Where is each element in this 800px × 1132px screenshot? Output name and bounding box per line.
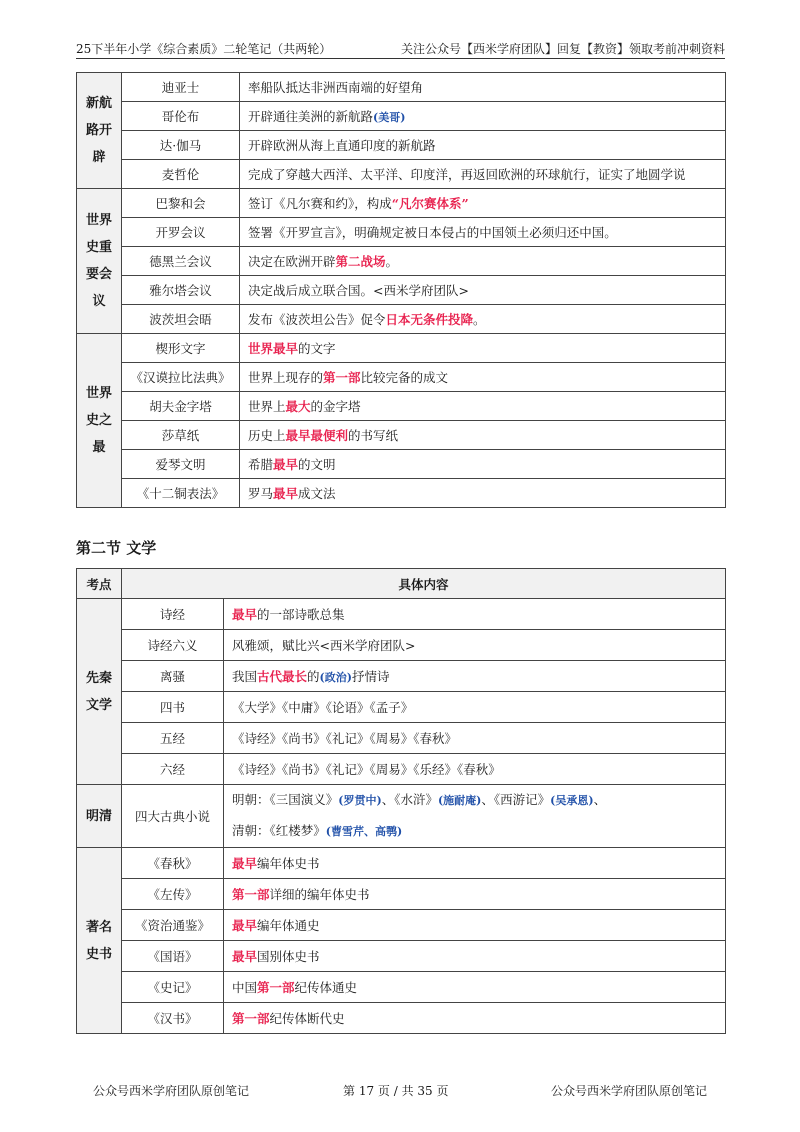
description-cell: [240, 102, 726, 131]
item-cell: 《汉谟拉比法典》: [122, 363, 240, 392]
item-cell: 雅尔塔会议: [122, 276, 240, 305]
description-cell: [240, 189, 726, 218]
table-row: [77, 599, 726, 630]
category-cell: 先秦文学: [77, 599, 122, 785]
item-cell: 五经: [122, 723, 224, 754]
category-cell: 世界史之最: [77, 334, 122, 508]
table-row: [77, 754, 726, 785]
table-row: [77, 73, 726, 102]
item-cell: 胡夫金字塔: [122, 392, 240, 421]
desc-text: 的: [307, 669, 320, 684]
table-row: [77, 661, 726, 692]
note-text: (施耐庵): [437, 794, 482, 807]
desc-text: 详细的编年体史书: [269, 887, 370, 902]
desc-text: 。: [473, 312, 486, 327]
desc-text: 编年体通史: [257, 918, 320, 933]
desc-text: 清朝：《红楼梦》: [232, 823, 326, 838]
item-cell: 诗经: [122, 599, 224, 630]
highlight-text: 第一部: [323, 370, 361, 385]
desc-text: 编年体史书: [257, 856, 320, 871]
header-rule: [76, 58, 725, 59]
description-cell: [240, 392, 726, 421]
footer-left: 公众号西米学府团队原创笔记: [93, 1084, 250, 1098]
item-cell: 诗经六义: [122, 630, 224, 661]
item-cell: 波茨坦会晤: [122, 305, 240, 334]
highlight-text: 最大: [285, 399, 311, 414]
note-text: (曹雪芹、高鹗): [325, 825, 403, 838]
table-row: [77, 479, 726, 508]
item-cell: 莎草纸: [122, 421, 240, 450]
desc-text: 抒情诗: [351, 669, 390, 684]
desc-text: 的金字塔: [310, 399, 361, 414]
desc-text: 世界上现存的: [248, 370, 324, 385]
highlight-text: 第一部: [232, 1011, 270, 1026]
desc-text: 开辟欧洲从海上直通印度的新航路: [248, 138, 436, 153]
table-row: [77, 102, 726, 131]
description-cell: [224, 754, 726, 785]
table-row: [77, 363, 726, 392]
item-cell: 六经: [122, 754, 224, 785]
highlight-text: 第二战场: [335, 254, 386, 269]
footer-right: 公众号西米学府团队原创笔记: [550, 1084, 707, 1098]
description-cell: [224, 630, 726, 661]
desc-text: 。: [385, 254, 399, 269]
description-cell: [240, 218, 726, 247]
table-row: [77, 630, 726, 661]
description-cell: [240, 421, 726, 450]
highlight-text: 最早: [273, 457, 299, 472]
desc-text: 成文法: [298, 486, 336, 501]
description-cell: [224, 1003, 726, 1034]
section-title: 第二节 文学: [76, 539, 157, 557]
table-row: [77, 450, 726, 479]
desc-text: 明朝：《三国演义》: [232, 792, 339, 807]
description-cell: [240, 131, 726, 160]
description-cell: [224, 785, 726, 848]
description-cell: [240, 276, 726, 305]
description-cell: [240, 334, 726, 363]
item-cell: 《史记》: [122, 972, 224, 1003]
category-cell: 著名史书: [77, 848, 122, 1034]
desc-text: 决定在欧洲开辟: [248, 254, 336, 269]
item-cell: 《汉书》: [122, 1003, 224, 1034]
highlight-text: 最早: [273, 486, 299, 501]
item-cell: 巴黎和会: [122, 189, 240, 218]
category-cell: 世界史重要会议: [77, 189, 122, 334]
item-cell: 德黑兰会议: [122, 247, 240, 276]
highlight-text: 古代最长: [257, 669, 308, 684]
item-cell: 《春秋》: [122, 848, 224, 879]
highlight-text: 最早: [232, 856, 258, 871]
desc-text: 、: [593, 792, 607, 807]
note-text: (美哥): [373, 111, 406, 124]
desc-text: 罗马: [248, 486, 274, 501]
desc-text: 、《西游记》: [481, 792, 551, 807]
table-row: [77, 131, 726, 160]
desc-text: 历史上: [248, 428, 286, 443]
desc-text: 签署《开罗宣言》，明确规定被日本侵占的中国领土必须归还中国。: [248, 225, 617, 240]
table-row: [77, 305, 726, 334]
table-row: [77, 785, 726, 848]
page-number: 第 17 页 / 共 35 页: [343, 1084, 449, 1098]
desc-text: 国别体史书: [257, 949, 320, 964]
description-cell: [240, 160, 726, 189]
item-cell: 《十二铜表法》: [122, 479, 240, 508]
description-cell: [224, 848, 726, 879]
description-cell: [240, 479, 726, 508]
desc-text: 《诗经》《尚书》《礼记》《周易》《乐经》《春秋》: [232, 762, 501, 777]
description-cell: [224, 879, 726, 910]
note-text: (罗贯中): [338, 794, 382, 807]
highlight-text: 世界最早: [248, 341, 299, 356]
table-row: [77, 692, 726, 723]
item-cell: 《左传》: [122, 879, 224, 910]
note-text: (吴承恩): [550, 794, 594, 807]
desc-text: 、《水浒》: [381, 792, 438, 807]
table-row: [77, 392, 726, 421]
desc-text: 完成了穿越大西洋、太平洋、印度洋，再返回欧洲的环球航行，证实了地圆学说: [248, 167, 686, 182]
description-cell: [224, 661, 726, 692]
desc-text: 的文字: [298, 341, 336, 356]
page-header: [76, 38, 725, 58]
table-row: [77, 848, 726, 879]
item-cell: 楔形文字: [122, 334, 240, 363]
item-cell: 麦哲伦: [122, 160, 240, 189]
desc-text: 比较完备的成文: [360, 370, 449, 385]
highlight-text: 最早: [232, 949, 258, 964]
description-cell: [240, 450, 726, 479]
table-row: [77, 941, 726, 972]
description-cell: [240, 363, 726, 392]
highlight-text: 最早: [232, 607, 258, 622]
highlight-text: 最早: [232, 918, 258, 933]
table-row: [77, 723, 726, 754]
item-cell: 爱琴文明: [122, 450, 240, 479]
desc-text: 开辟通往美洲的新航路: [248, 109, 374, 124]
col-header-kaodian: 考点: [77, 569, 122, 599]
item-cell: 四大古典小说: [122, 785, 224, 848]
note-text: (政治): [319, 671, 352, 684]
desc-text: 率船队抵达非洲西南端的好望角: [248, 80, 424, 95]
table-row: [77, 276, 726, 305]
description-cell: [240, 247, 726, 276]
table-row: [77, 879, 726, 910]
category-cell: 明清: [77, 785, 122, 848]
desc-text: 世界上: [248, 399, 286, 414]
desc-text: 我国: [232, 669, 258, 684]
table-row: [77, 218, 726, 247]
desc-text: 纪传体断代史: [269, 1011, 345, 1026]
item-cell: 迪亚士: [122, 73, 240, 102]
description-cell: [240, 305, 726, 334]
table-row: [77, 972, 726, 1003]
highlight-text: 日本无条件投降: [385, 312, 474, 327]
description-cell: [224, 723, 726, 754]
desc-text: 希腊: [248, 457, 274, 472]
description-cell: [224, 941, 726, 972]
desc-text: 《大学》《中庸》《论语》《孟子》: [232, 700, 414, 715]
literature-table: [76, 568, 726, 1034]
description-cell: [240, 73, 726, 102]
desc-text: 风雅颂，赋比兴<西米学府团队>: [232, 638, 416, 653]
desc-text: 发布《波茨坦公告》促令: [248, 312, 386, 327]
col-header-content: 具体内容: [122, 569, 726, 599]
table-row: [77, 247, 726, 276]
table-row: [77, 910, 726, 941]
item-cell: 开罗会议: [122, 218, 240, 247]
item-cell: 《国语》: [122, 941, 224, 972]
table-row: [77, 334, 726, 363]
desc-text: 的文明: [298, 457, 336, 472]
table-row: [77, 189, 726, 218]
table-row: [77, 1003, 726, 1034]
desc-text: 签订《凡尔赛和约》，构成: [248, 196, 392, 211]
highlight-text: “凡尔赛体系”: [391, 196, 469, 211]
item-cell: 哥伦布: [122, 102, 240, 131]
highlight-text: 最早最便利: [285, 428, 349, 443]
desc-text: 《诗经》《尚书》《礼记》《周易》《春秋》: [232, 731, 458, 746]
table-row: [77, 421, 726, 450]
description-cell: [224, 910, 726, 941]
description-cell: [224, 692, 726, 723]
item-cell: 达·伽马: [122, 131, 240, 160]
desc-text: 的一部诗歌总集: [257, 607, 345, 622]
category-cell: 新航路开辟: [77, 73, 122, 189]
item-cell: 离骚: [122, 661, 224, 692]
item-cell: 四书: [122, 692, 224, 723]
desc-text: 纪传体通史: [294, 980, 358, 995]
world-history-table: [76, 72, 726, 508]
desc-text: 决定战后成立联合国。<西米学府团队>: [248, 283, 469, 298]
description-cell: [224, 972, 726, 1003]
description-cell: [224, 599, 726, 630]
table-row: [77, 160, 726, 189]
desc-text: 的书写纸: [348, 428, 399, 443]
highlight-text: 第一部: [257, 980, 295, 995]
item-cell: 《资治通鉴》: [122, 910, 224, 941]
header-left: 25下半年小学《综合素质》二轮笔记（共两轮）: [76, 42, 332, 56]
desc-text: 中国: [232, 980, 258, 995]
highlight-text: 第一部: [232, 887, 270, 902]
header-right: 关注公众号【西米学府团队】回复【教资】领取考前冲刺资料: [400, 42, 725, 56]
